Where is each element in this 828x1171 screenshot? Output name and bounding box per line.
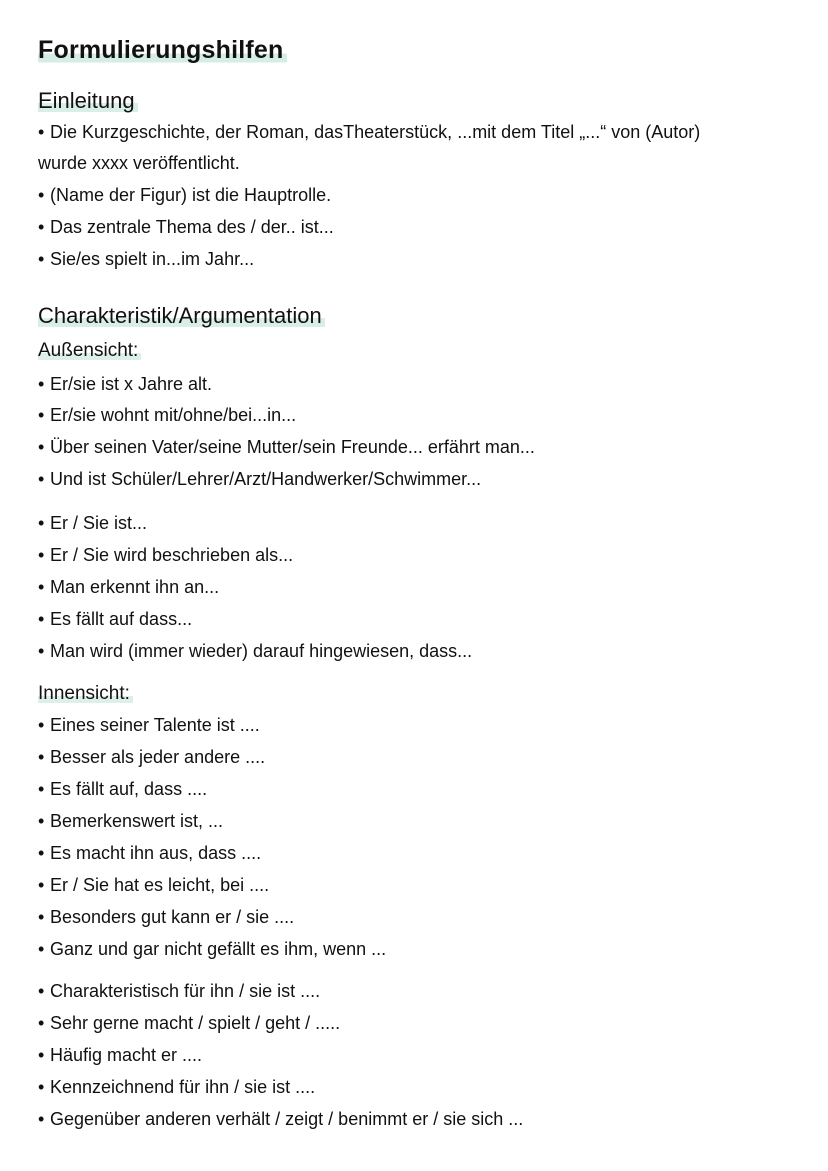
list-item: • Bemerkenswert ist, ...: [38, 811, 223, 832]
list-item: • Er / Sie ist...: [38, 513, 147, 534]
list-item: • Charakteristisch für ihn / sie ist ....: [38, 981, 320, 1002]
list-item: • Er/sie wohnt mit/ohne/bei...in...: [38, 405, 296, 426]
list-item: • Es fällt auf dass...: [38, 609, 192, 630]
heading-charakteristik: Charakteristik/Argumentation: [38, 303, 325, 329]
list-item: • Sehr gerne macht / spielt / geht / .....: [38, 1013, 340, 1034]
list-item: • Eines seiner Talente ist ....: [38, 715, 260, 736]
list-item: • Über seinen Vater/seine Mutter/sein Freunde... erfährt man...: [38, 437, 535, 458]
subheading-aussensicht: Außensicht:: [38, 340, 141, 362]
list-item: • Häufig macht er ....: [38, 1045, 202, 1066]
list-item: • Man erkennt ihn an...: [38, 577, 219, 598]
list-item: • Das zentrale Thema des / der.. ist...: [38, 217, 334, 238]
list-item: • Er / Sie wird beschrieben als...: [38, 545, 293, 566]
heading-einleitung: Einleitung: [38, 88, 138, 114]
list-item: • Gegenüber anderen verhält / zeigt / benimmt er / sie sich ...: [38, 1109, 523, 1130]
list-item: • Kennzeichnend für ihn / sie ist ....: [38, 1077, 315, 1098]
subheading-innensicht: Innensicht:: [38, 683, 133, 705]
list-item: • Er / Sie hat es leicht, bei ....: [38, 875, 269, 896]
list-item: • Und ist Schüler/Lehrer/Arzt/Handwerker/Schwimmer...: [38, 469, 481, 490]
list-item: • Besser als jeder andere ....: [38, 747, 265, 768]
list-item: • Er/sie ist x Jahre alt.: [38, 374, 212, 395]
list-item: • (Name der Figur) ist die Hauptrolle.: [38, 185, 331, 206]
list-item: • Die Kurzgeschichte, der Roman, dasTheaterstück, ...mit dem Titel „...“ von (Autor): [38, 122, 700, 143]
list-item: • Man wird (immer wieder) darauf hingewiesen, dass...: [38, 641, 472, 662]
list-item: • Es fällt auf, dass ....: [38, 779, 207, 800]
list-item: • Ganz und gar nicht gefällt es ihm, wenn ...: [38, 939, 386, 960]
list-item: • Sie/es spielt in...im Jahr...: [38, 249, 254, 270]
page-title: Formulierungshilfen: [38, 36, 287, 65]
list-item: • Es macht ihn aus, dass ....: [38, 843, 261, 864]
list-item-continuation: wurde xxxx veröffentlicht.: [38, 153, 240, 173]
list-item: • Besonders gut kann er / sie ....: [38, 907, 294, 928]
